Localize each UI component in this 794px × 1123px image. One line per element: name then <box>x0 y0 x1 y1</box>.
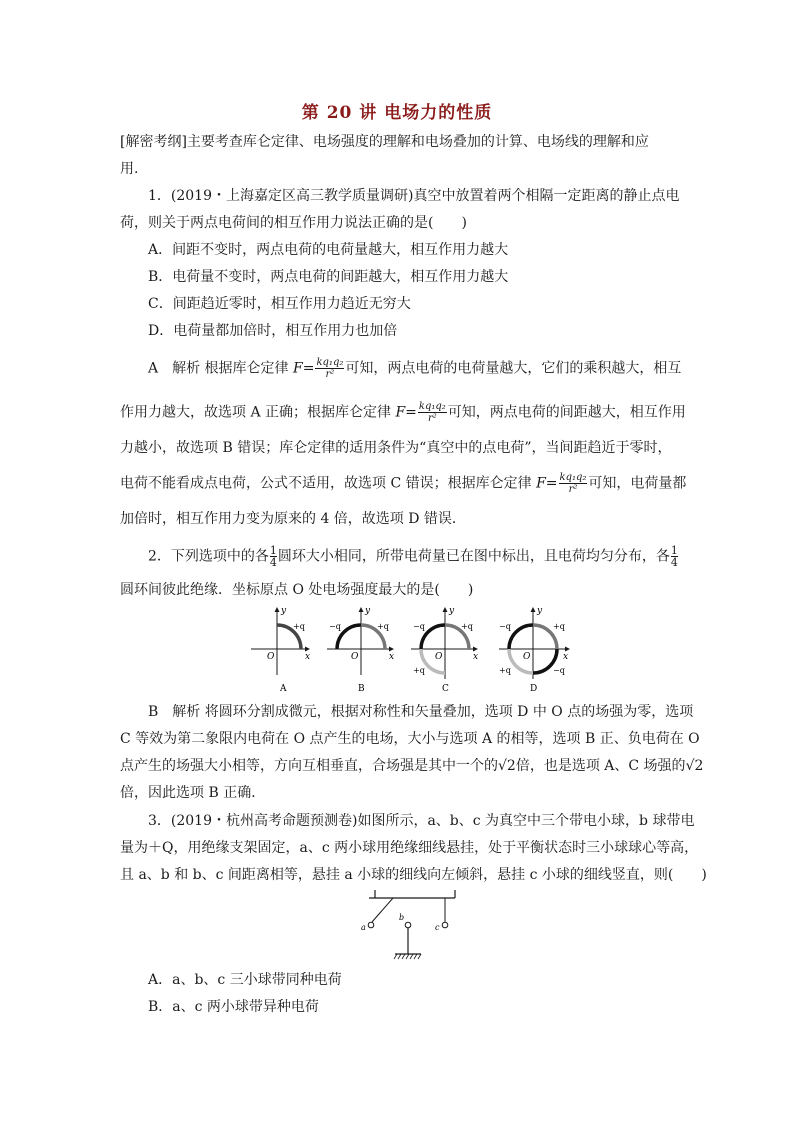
q1-answer-text: 可知，电荷量都 <box>588 475 687 492</box>
formula-f: F= <box>536 475 558 492</box>
diagram-label: D <box>530 684 538 694</box>
q1-answer-text: 作用力越大，故选项 A 正确；根据库仑定律 <box>120 404 396 421</box>
q1-stem-line-2: 荷，则关于两点电荷间的相互作用力说法正确的是( ) <box>120 215 467 231</box>
q2-stem-line-1 <box>148 545 708 568</box>
sqrt-two: √2 <box>498 758 516 774</box>
fraction-denominator: r² <box>427 413 437 424</box>
q1-answer-text: 可知，两点电荷的电荷量越大，它们的乘积越大，相互 <box>345 360 682 377</box>
q1-option-c: C．间距趋近零时，相互作用力趋近无穷大 <box>148 296 411 312</box>
q2-answer-text: 倍，也是选项 A、C 场强的 <box>515 758 686 774</box>
ball-label: c <box>435 923 440 932</box>
diagram-label: A <box>280 684 287 694</box>
q1-option-b: B．电荷量不变时，两点电荷的间距越大，相互作用力越大 <box>148 269 509 285</box>
diagram-d <box>499 606 569 694</box>
q2-stem-text: 2．下列选项中的各 <box>148 548 269 565</box>
q3-stem-line-3: 且 a、b 和 b、c 间距离相等，悬挂 a 小球的细线向左倾斜，悬挂 c 小球的细线竖直，则( ) <box>120 867 707 883</box>
q3-option-a: A．a、b、c 三小球带同种电荷 <box>148 972 342 988</box>
q1-option-a: A．间距不变时，两点电荷的电荷量越大，相互作用力越大 <box>148 242 509 258</box>
origin-label: O <box>267 652 275 662</box>
sqrt-two: √2 <box>685 758 704 774</box>
charge-label: +q <box>293 622 305 631</box>
charge-label: −q <box>413 622 425 631</box>
q1-answer-text: 可知，两点电荷的间距越大，相互作用 <box>447 404 686 421</box>
charge-label: −q <box>329 622 341 631</box>
origin-label: O <box>435 652 443 662</box>
q1-answer-line-4 <box>120 472 687 495</box>
axis-label-y: y <box>537 606 543 616</box>
axis-label-y: y <box>365 606 371 616</box>
q1-answer-line-2 <box>120 401 686 424</box>
q2-answer-line-2: C 等效为第二象限内电荷在 O 点产生的电场，大小与选项 A 的相等，选项 B 正、负电荷在 O <box>120 731 700 747</box>
diagram-a <box>251 606 310 694</box>
fraction-denominator: r² <box>568 484 578 495</box>
q1-answer-line-3: 力越小，故选项 B 错误；库仑定律的适用条件为“真空中的点电荷”，当间距趋近于零时， <box>120 440 672 456</box>
q1-answer-line-1 <box>148 357 708 380</box>
axis-label-x: x <box>389 652 395 662</box>
q2-answer-line-3 <box>120 756 704 776</box>
formula-f: F= <box>293 360 315 377</box>
fraction-numerator: kq₁q₂ <box>559 472 587 483</box>
diagram-label: B <box>358 684 365 694</box>
axis-label-y: y <box>449 606 455 616</box>
ball-b <box>405 922 411 928</box>
axis-label-y: y <box>281 606 287 616</box>
charge-label: −q <box>553 666 565 675</box>
axis-label-x: x <box>305 652 311 662</box>
axis-label-x: x <box>473 652 479 662</box>
q3-ball-figure <box>355 890 465 964</box>
charge-label: +q <box>377 622 389 631</box>
diagram-c <box>411 606 478 694</box>
ball-a <box>368 922 374 928</box>
q3-stem-line-2: 量为＋Q，用绝缘支架固定，a、c 两小球用绝缘细线悬挂，处于平衡状态时三小球球心等高， <box>120 840 699 856</box>
intro-line-2: 用. <box>120 161 139 177</box>
page-title: 第 20 讲 电场力的性质 <box>301 103 493 123</box>
q1-stem-line-1: 1．(2019・上海嘉定区高三教学质量调研)真空中放置着两个相隔一定距离的静止点电 <box>148 188 680 204</box>
fraction-numerator: kq₁q₂ <box>316 357 344 368</box>
coulomb-fraction <box>315 357 344 380</box>
q2-answer-text: 点产生的场强大小相等，方向互相垂直，合场强是其中一个的 <box>120 758 498 774</box>
q2-answer-line-4: 倍，因此选项 B 正确． <box>120 785 266 801</box>
q3-stem-line-1: 3．(2019・杭州高考命题预测卷)如图所示，a、b、c 为真空中三个带电小球，b 球带电 <box>148 813 695 829</box>
q2-stem-line-2: 圆环间彼此绝缘．坐标原点 O 处电场强度最大的是( ) <box>120 582 474 598</box>
fraction-denominator: 4 <box>670 556 678 569</box>
intro-line-1: [解密考纲]主要考查库仑定律、电场强度的理解和电场叠加的计算、电场线的理解和应 <box>120 134 649 150</box>
fraction-numerator: 1 <box>670 544 678 557</box>
fraction-denominator: 4 <box>269 556 277 569</box>
quarter-fraction <box>671 545 678 568</box>
formula-f: F= <box>395 404 417 421</box>
fraction-numerator: 1 <box>269 544 277 557</box>
ball-label: b <box>399 913 405 922</box>
q1-answer-line-5: 加倍时，相互作用力变为原来的 4 倍，故选项 D 错误． <box>120 511 466 527</box>
ball-label: a <box>361 923 366 932</box>
diagram-b <box>327 606 394 694</box>
q1-answer-text: 电荷不能看成点电荷，公式不适用，故选项 C 错误；根据库仑定律 <box>120 475 537 492</box>
q2-stem-text: 圆环大小相同，所带电荷量已在图中标出，且电荷均匀分布，各 <box>277 548 670 565</box>
charge-label: +q <box>499 666 511 675</box>
q1-option-d: D．电荷量都加倍时，相互作用力也加倍 <box>148 323 398 339</box>
fraction-numerator: kq₁q₂ <box>418 401 446 412</box>
coulomb-fraction <box>559 472 588 495</box>
ball-c <box>442 922 448 928</box>
origin-label: O <box>351 652 359 662</box>
q3-option-b: B．a、c 两小球带异种电荷 <box>148 999 319 1015</box>
q1-answer-text: A 解析 根据库仑定律 <box>148 360 294 377</box>
quarter-fraction <box>270 545 277 568</box>
diagram-label: C <box>442 684 449 694</box>
fraction-denominator: r² <box>325 369 335 380</box>
charge-label: −q <box>499 622 511 631</box>
q2-answer-line-1: B 解析 将圆环分割成微元，根据对称性和矢量叠加，选项 D 中 O 点的场强为零，选项 <box>148 704 694 720</box>
origin-label: O <box>523 652 531 662</box>
coulomb-fraction <box>418 401 447 424</box>
q2-ring-figure <box>245 603 585 695</box>
axis-label-x: x <box>563 652 569 662</box>
charge-label: +q <box>461 622 473 631</box>
charge-label: +q <box>413 666 425 675</box>
charge-label: +q <box>553 622 565 631</box>
